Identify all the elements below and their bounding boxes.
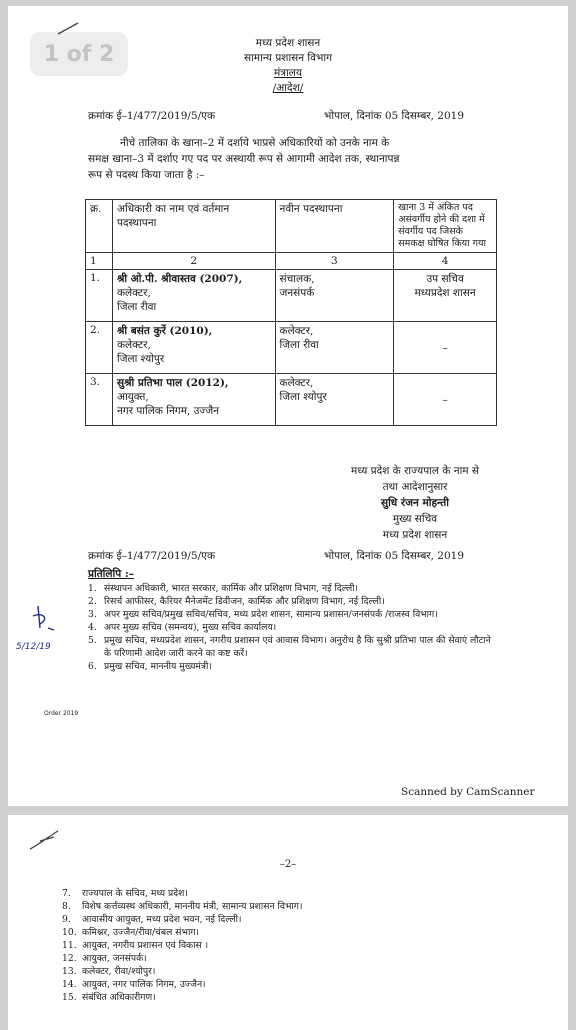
intro-text-line-2: समक्ष खाना–3 में दर्शाए गए पद पर अस्थायी रूप से आगामी आदेश तक, स्थानापन्न: [88, 153, 400, 165]
new-post: कलेक्टर,: [279, 377, 314, 389]
equivalent-post-cell: [394, 322, 497, 374]
order-number: क्रमांक ई–1/477/2019/5/एक: [88, 110, 216, 122]
list-item: 2. रिसर्च आफीसर, कैरियर मैनेजमेंट डिवीजन, कार्मिक और प्रशिक्षण विभाग, नई दिल्ली।: [88, 596, 385, 607]
new-posting-cell: [275, 270, 394, 322]
list-item: 13. कलेक्टर, रीवा/श्योपुर।: [62, 966, 156, 977]
equivalent-post-cell: [394, 374, 497, 426]
new-post: संचालक,: [279, 273, 315, 285]
officer-name: श्री ओ.पी. श्रीवास्तव (2007),: [116, 273, 243, 285]
column-number-row: [86, 253, 497, 270]
new-location: जनसंपर्क: [279, 287, 315, 299]
list-item: 7. राज्यपाल के सचिव, मध्य प्रदेश।: [62, 888, 188, 899]
officer-name: श्री बसंत कुर्रे (2010),: [116, 325, 213, 337]
serial-number: 2.: [86, 322, 113, 374]
intro-text-line-3: रूप से पदस्थ किया जाता है :–: [88, 169, 205, 181]
list-item: 4. अपर मुख्य सचिव (समन्वय), मुख्य सचिव कार्यालय।: [88, 622, 277, 633]
list-item: 11. आयुक्त, नगरीय प्रशासन एवं विकास ।: [62, 940, 209, 951]
signature-block: [320, 463, 510, 543]
new-location: जिला रीवा: [279, 339, 319, 351]
list-item: 15. संबंधित अधिकारीगण।: [62, 992, 156, 1003]
equivalent-post: –: [442, 341, 448, 354]
new-location: जिला श्योपुर: [279, 391, 327, 403]
column-number: 2: [112, 253, 275, 270]
table-row: [86, 374, 497, 426]
posting-table: [85, 199, 497, 426]
page-indicator-badge: 1 of 2: [30, 32, 128, 76]
current-post: कलेक्टर,: [116, 287, 151, 299]
equivalent-post: उप सचिव: [426, 273, 464, 285]
column-number: 1: [86, 253, 113, 270]
copy-list-page-2: [62, 887, 482, 1004]
order-number-2: क्रमांक ई–1/477/2019/5/एक: [88, 550, 216, 562]
scanner-watermark: Scanned by CamScanner: [401, 786, 535, 798]
handwritten-date: 5/12/19: [16, 642, 51, 652]
page-number: –2–: [279, 859, 297, 870]
signature-line-1: मध्य प्रदेश के राज्यपाल के नाम से: [351, 465, 479, 477]
equivalent-office: मध्यप्रदेश शासन: [414, 287, 476, 299]
column-number: 3: [275, 253, 394, 270]
serial-number: 3.: [86, 374, 113, 426]
officer-name: सुश्री प्रतिभा पाल (2012),: [116, 377, 229, 389]
current-post: कलेक्टर,: [116, 339, 151, 351]
signatory-designation: मुख्य सचिव: [392, 513, 438, 525]
copy-list-page-1: [88, 582, 498, 673]
table-row: [86, 270, 497, 322]
signatory-office: मध्य प्रदेश शासन: [382, 529, 448, 541]
column-header: अधिकारी का नाम एवं वर्तमान पदस्थापना: [112, 200, 275, 253]
intro-text-line-1: नीचे तालिका के खाना–2 में दर्शाये भाप्रसे अधिकारियों को उनके नाम के: [120, 137, 390, 149]
column-number: 4: [394, 253, 497, 270]
officer-cell: [112, 374, 275, 426]
place-date-2: भोपाल, दिनांक 05 दिसम्बर, 2019: [324, 550, 465, 562]
table-row: [86, 322, 497, 374]
current-location: जिला श्योपुर: [116, 353, 165, 365]
column-header: खाना 3 में अंकित पद असंवर्गीय होने की दशा में संवर्गीय पद जिसके समकक्ष घोषित किया गया: [394, 200, 497, 253]
new-posting-cell: [275, 374, 394, 426]
list-item: 5. प्रमुख सचिव, मध्यप्रदेश शासन, नगरीय प्रशासन एवं आवास विभाग। अनुरोध है कि सुश्री प्रतिभा पाल की सेवाएं लौटाने के परिणामी आदेश जारी करने का कष्ट करें।: [88, 635, 491, 659]
officer-cell: [112, 322, 275, 374]
table-header-row: [86, 200, 497, 253]
column-header: क्र.: [86, 200, 113, 253]
handwritten-initial-mark: [30, 602, 60, 636]
signature-line-2: तथा आदेशानुसार: [382, 481, 448, 493]
footer-note: Order 2019: [44, 710, 79, 717]
header-order-title: /आदेश/: [272, 82, 304, 94]
current-post: आयुक्त,: [116, 391, 149, 403]
signatory-name: सुधि रंजन मोहन्ती: [380, 497, 449, 509]
pen-stroke-mark: [26, 827, 62, 853]
list-item: 8. विशेष कर्त्तव्यस्थ अधिकारी, माननीय मंत्री, सामान्य प्रशासन विभाग।: [62, 901, 303, 912]
document-page-1: [8, 6, 568, 806]
equivalent-post-cell: [394, 270, 497, 322]
equivalent-post: –: [442, 393, 448, 406]
column-header: नवीन पदस्थापना: [275, 200, 394, 253]
new-posting-cell: [275, 322, 394, 374]
header-department: सामान्य प्रशासन विभाग: [243, 52, 332, 64]
list-item: 6. प्रमुख सचिव, माननीय मुख्यमंत्री।: [88, 661, 212, 672]
list-item: 1. संस्थापन अधिकारी, भारत सरकार, कार्मिक और प्रशिक्षण विभाग, नई दिल्ली।: [88, 583, 359, 594]
header-ministry: मंत्रालय: [273, 67, 302, 79]
officer-cell: [112, 270, 275, 322]
current-location: जिला रीवा: [116, 301, 157, 313]
serial-number: 1.: [86, 270, 113, 322]
list-item: 14. आयुक्त, नगर पालिक निगम, उज्जैन।: [62, 979, 206, 990]
list-item: 10. कमिश्नर, उज्जैन/रीवा/चंबल संभाग।: [62, 927, 199, 938]
header-government: मध्य प्रदेश शासन: [255, 37, 321, 49]
place-date: भोपाल, दिनांक 05 दिसम्बर, 2019: [324, 110, 465, 122]
current-location: नगर पालिक निगम, उज्जैन: [116, 405, 220, 417]
list-item: 12. आयुक्त, जनसंपर्क।: [62, 953, 147, 964]
new-post: कलेक्टर,: [279, 325, 314, 337]
copy-heading: प्रतिलिपि :–: [88, 568, 134, 580]
list-item: 9. आवासीय आयुक्त, मध्य प्रदेश भवन, नई दिल्ली।: [62, 914, 242, 925]
document-page-2: [8, 815, 568, 1030]
list-item: 3. अपर मुख्य सचिव/प्रमुख सचिव/सचिव, मध्य प्रदेश शासन, सामान्य प्रशासन/जनसंपर्क /राजस्व विभाग।: [88, 609, 438, 620]
